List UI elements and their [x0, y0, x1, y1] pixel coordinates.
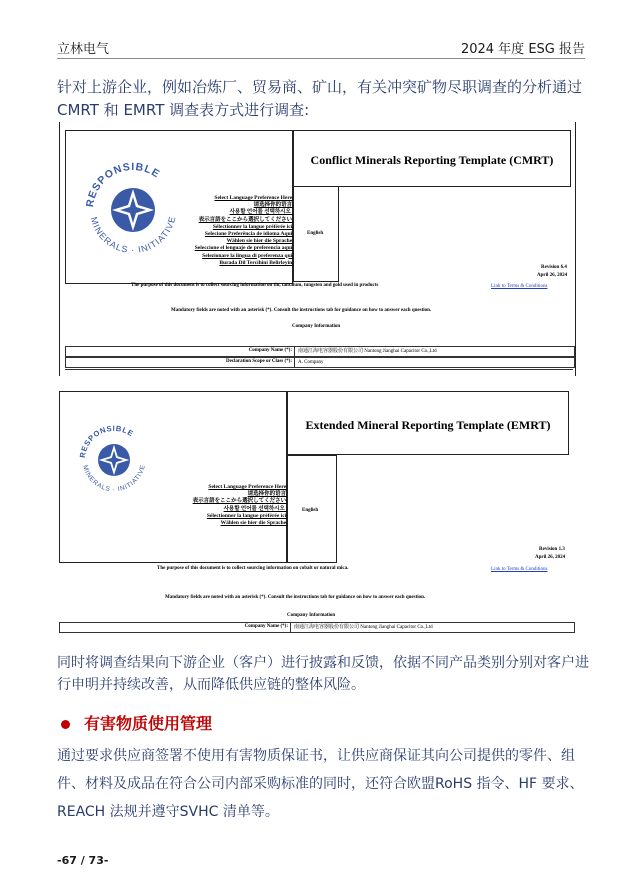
emrt-mandatory-note: Mandatory fields are noted with an asterisk (*). Consult the instructions tab for guidance on how to answer each question. [165, 595, 426, 600]
cmrt-language-prompt: Wählen sie hier die Sprache: [226, 238, 294, 245]
cmrt-language-prompt: 请选择你的语言: [253, 202, 294, 209]
cmrt-date: April 26, 2024 [537, 273, 568, 278]
emrt-logo-bottom-text: MINERALS · INITIATIVE [81, 463, 147, 494]
intro-paragraph: 针对上游企业，例如冶炼厂、贸易商、矿山，有关冲突矿物尽职调查的分析通过 CMRT 和 EMRT 调查表方式进行调查: [57, 78, 583, 119]
cmrt-scope-label: Declaration Scope or Class (*): [225, 359, 292, 364]
bullet-icon [61, 720, 70, 729]
cmrt-purpose: The purpose of this document is to collect sourcing information on tin, tantalum, tungsten and gold used in products [131, 283, 379, 288]
page-header [57, 36, 585, 59]
rmi-logo-icon [74, 420, 154, 500]
emrt-company-name-field[interactable]: 南通江海电容器股份有限公司 Nantong Jianghai Capacitor Co.,Ltd [290, 623, 574, 632]
emrt-date: April 26, 2024 [535, 555, 566, 560]
cmrt-screenshot [59, 122, 576, 376]
cmrt-scope-row [65, 357, 575, 368]
followup-paragraph: 同时将调查结果向下游企业（客户）进行披露和反馈，依据不同产品类别分别对客户进行申明并持续改善，从而降低供应链的整体风险。 [57, 655, 589, 693]
cmrt-language-prompt: Selecione Preferência de idioma Aqui: [204, 231, 294, 238]
emrt-logo-top-text: RESPONSIBLE [77, 423, 136, 459]
emrt-company-name-row [59, 622, 575, 633]
cmrt-language-prompt: 사용할 언어를 선택하시오 : [229, 209, 294, 216]
cmrt-scope-field[interactable]: A. Company [294, 358, 578, 367]
emrt-revision: Revision 1.3 [539, 547, 565, 552]
emrt-title: Extended Mineral Reporting Template (EMRT) [305, 418, 551, 432]
cmrt-language-value: English [307, 231, 324, 236]
cmrt-language-prompt: Burada Dil Tercihini Belirleyin: [219, 259, 294, 266]
emrt-company-info-heading: Company Information [287, 613, 336, 618]
cmrt-revision: Revision 6.4 [541, 265, 567, 270]
header-company: 立林电气 [57, 42, 110, 57]
cmrt-logo-panel [65, 130, 293, 284]
cmrt-language-prompt: 表示言語をここから選択してください: [198, 216, 294, 223]
cmrt-company-name-label: Company Name (*): [248, 348, 292, 353]
cmrt-company-name-row [65, 346, 575, 357]
emrt-language-prompt: 表示言語をここから選択してください: [192, 498, 288, 505]
emrt-company-name-label: Company Name (*): [244, 624, 288, 629]
emrt-language-prompt: 请选择你的语言: [247, 491, 288, 498]
emrt-language-value: English [302, 508, 319, 513]
emrt-purpose: The purpose of this document is to collect sourcing information on cobalt or natural mica. [157, 566, 349, 571]
cmrt-title: Conflict Minerals Reporting Template (CMRT) [310, 153, 554, 167]
section-heading [57, 711, 212, 734]
cmrt-company-info-heading: Company Information [292, 324, 341, 329]
cmrt-language-prompt: Selezionare la lingua di preferenza qui: [202, 252, 294, 259]
section-title: 有害物质使用管理 [84, 714, 213, 733]
body-paragraph: 通过要求供应商签署不使用有害物质保证书，让供应商保证其向公司提供的零件、组件、材料及成品在符合公司内部采购标准的同时，还符合欧盟RoHS 指令、HF 要求、REACH 法规并遵守SVHC 清单等。 [57, 748, 584, 820]
page-number: -67 / 73- [57, 854, 109, 867]
emrt-terms-link[interactable]: Link to Terms & Conditions [491, 567, 548, 572]
header-report-title: 2024 年度 ESG 报告 [460, 42, 585, 57]
emrt-language-prompt: Wählen sie hier die Sprache: [220, 520, 288, 527]
cmrt-language-prompt: Seleccione el lenguaje de preferencia aquí: [194, 245, 294, 252]
cmrt-language-prompt: Select Language Preference Here: [214, 195, 294, 201]
cmrt-language-select[interactable] [293, 186, 339, 282]
cmrt-logo-bottom-text: MINERALS · INITIATIVE [88, 214, 178, 255]
emrt-language-prompt: Select Language Preference Here: [208, 484, 288, 490]
cmrt-company-name-field[interactable]: 南通江海电容器股份有限公司 Nantong Jianghai Capacitor Co.,Ltd [294, 347, 578, 356]
cmrt-terms-link[interactable]: Link to Terms & Conditions [491, 284, 548, 289]
cmrt-mandatory-note: Mandatory fields are noted with an asterisk (*). Consult the instructions tab for guidance on how to answer each question. [171, 308, 432, 313]
cmrt-logo-top-text: RESPONSIBLE [83, 160, 163, 208]
rmi-logo-icon [78, 155, 188, 265]
cmrt-language-prompts [184, 195, 294, 267]
emrt-language-select[interactable] [287, 455, 337, 563]
emrt-language-prompt: Sélectionner la langue préférée ici: [206, 512, 288, 519]
emrt-language-prompts [178, 484, 288, 527]
emrt-language-prompt: 사용할 언어를 선택하시오 : [223, 505, 288, 512]
emrt-logo-panel [59, 391, 287, 563]
cmrt-language-prompt: Sélectionner la langue préférée ici: [212, 223, 294, 230]
emrt-screenshot [57, 389, 577, 639]
emrt-title-box [287, 391, 569, 455]
cmrt-title-box [293, 130, 571, 187]
